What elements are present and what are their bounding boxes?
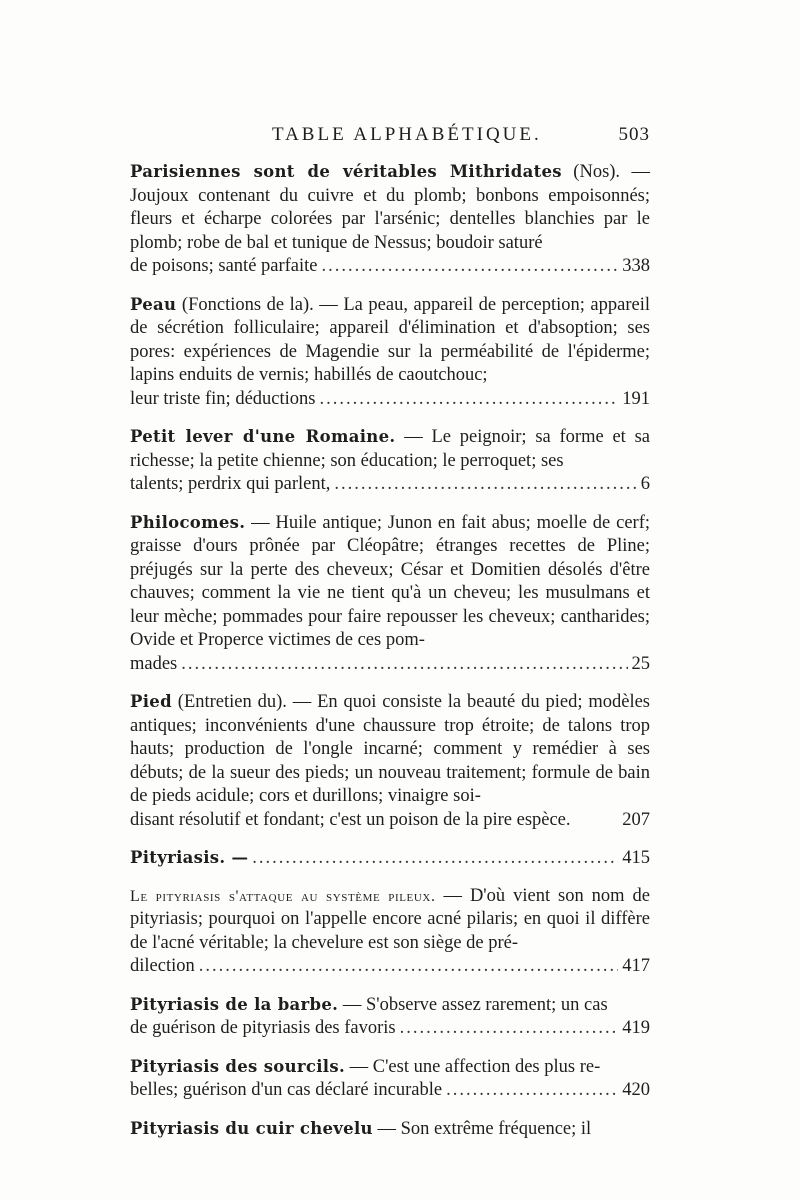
entry-page-number: 420 [622,1080,650,1100]
index-entry [130,1055,650,1103]
entry-page-number: 25 [631,653,650,674]
entry-last-line [130,1017,650,1041]
entry-heading: Pityriasis. — [130,848,249,867]
entry-last-line [130,255,650,279]
index-entry [130,425,650,497]
entry-last-line [130,1079,650,1103]
entry-heading: Pityriasis de la barbe. [130,994,339,1014]
entry-heading: Pied [130,692,172,711]
entry-page-number: 417 [622,956,650,976]
entry-last-line [130,955,650,979]
entry-text: — S'observe assez rarement; un cas [338,994,608,1015]
entry-text: — Son extrême fréquence; il [372,1118,592,1139]
dot-leader [400,1017,619,1041]
entry-text: de poisons; santé parfaite [130,256,318,276]
entry-last-line [130,809,650,833]
entry-last-line [130,388,650,412]
entry-page-number: 419 [622,1018,650,1038]
entry-text: dilection [130,956,195,976]
entry-body [130,993,650,1018]
page-title: TABLE ALPHABÉTIQUE. [272,124,542,145]
index-entry [130,993,650,1041]
entry-heading: Pityriasis des sourcils. [130,1056,345,1076]
entry-text: de guérison de pityriasis des favoris [130,1018,396,1038]
index-entry [130,846,650,871]
entry-text: disant résolutif et fondant; c'est un poison de la pire espèce. [130,809,571,830]
entry-heading: Philocomes. [130,512,246,532]
entry-page-number: 338 [622,256,650,276]
entry-body [130,690,650,809]
entry-text: — D'où vient son nom de pityriasis; pourquoi on l'appelle encore acné pilaris; en quoi il diffère de l'acné véritable; la chevelure est son siège de pré- [130,885,650,953]
dot-leader [322,255,619,279]
entry-body [130,885,650,956]
entry-text: mades [130,653,178,674]
entry-body [130,160,650,255]
dot-leader [446,1079,618,1103]
dot-leader [181,653,627,677]
entry-heading: Parisiennes sont de véritables Mithridates [130,162,562,181]
entry-page-number: 207 [622,809,650,830]
index-entry [130,511,650,677]
entry-body [130,511,650,653]
dot-leader [319,388,618,412]
entry-page-number: 415 [622,848,650,868]
entry-heading: Petit lever d'une Romaine. [130,427,396,446]
entry-text: (Fonctions de la). — La peau, appareil de perception; appareil de sécrétion folliculaire; appareil d'élimination et d'absoption; ses pores: expériences de Magendie sur la perméabilité de l'épiderme; lapins enduits de vernis; habillés de caoutchouc; [130,294,650,385]
entry-text: leur triste fin; déductions [130,388,316,409]
index-entries [130,160,650,1155]
entry-heading: Peau [130,294,177,314]
entry-page-number: 6 [640,474,650,494]
running-header [130,124,650,152]
entry-text: talents; perdrix qui parlent, [130,474,331,494]
entry-text: (Nos). — Joujoux contenant du cuivre et du plomb; bonbons empoisonnés; fleurs et écharpe colorées par l'arsénic; dentelles blanchies par le plomb; robe de bal et tunique de Nessus; boudoir saturé [130,162,650,253]
entry-body [130,1117,650,1142]
dot-leader [334,473,636,497]
entry-text: — C'est une affection des plus re- [345,1056,601,1077]
entry-body [130,1055,650,1080]
dot-leader [252,847,618,871]
entry-body [130,293,650,388]
index-entry [130,690,650,832]
index-entry [130,160,650,279]
index-entry [130,885,650,979]
dot-leader [199,955,619,979]
entry-heading: Le pityriasis s'attaque au système pileux. [130,887,436,905]
entry-text: (Entretien du). — En quoi consiste la beauté du pied; modèles antiques; inconvénients d'une chaussure trop étroite; de talons trop hauts; production de l'ongle incarné; comment y remédier à ses débuts; de la sueur des pieds; un nouveau traitement; formule de bain de pieds acidule; cors et durillons; vinaigre soi- [130,692,650,806]
index-entry [130,293,650,412]
entry-page-number: 191 [622,388,650,409]
entry-body [130,425,650,473]
entry-last-line [130,473,650,497]
entry-text: — Le peignoir; sa forme et sa richesse; la petite chienne; son éducation; le perroquet; ses [130,427,650,471]
entry-line [130,846,650,871]
entry-heading: Pityriasis du cuir chevelu [130,1118,373,1138]
entry-text: belles; guérison d'un cas déclaré incurable [130,1080,443,1100]
entry-text: — Huile antique; Junon en fait abus; moelle de cerf; graisse d'ours prônée par Cléopâtre; étranges recettes de Pline; préjugés sur la perte des cheveux; César et Domitien désolés d'être chauves; comment la vie ne tient qu'à un cheveu; les musulmans et leur mèche; pommades pour faire repousser les cheveux; cantharides; Ovide et Properce victimes de ces pom- [130,512,650,650]
index-entry [130,1117,650,1142]
page-number: 503 [618,124,650,145]
entry-last-line [130,653,650,677]
